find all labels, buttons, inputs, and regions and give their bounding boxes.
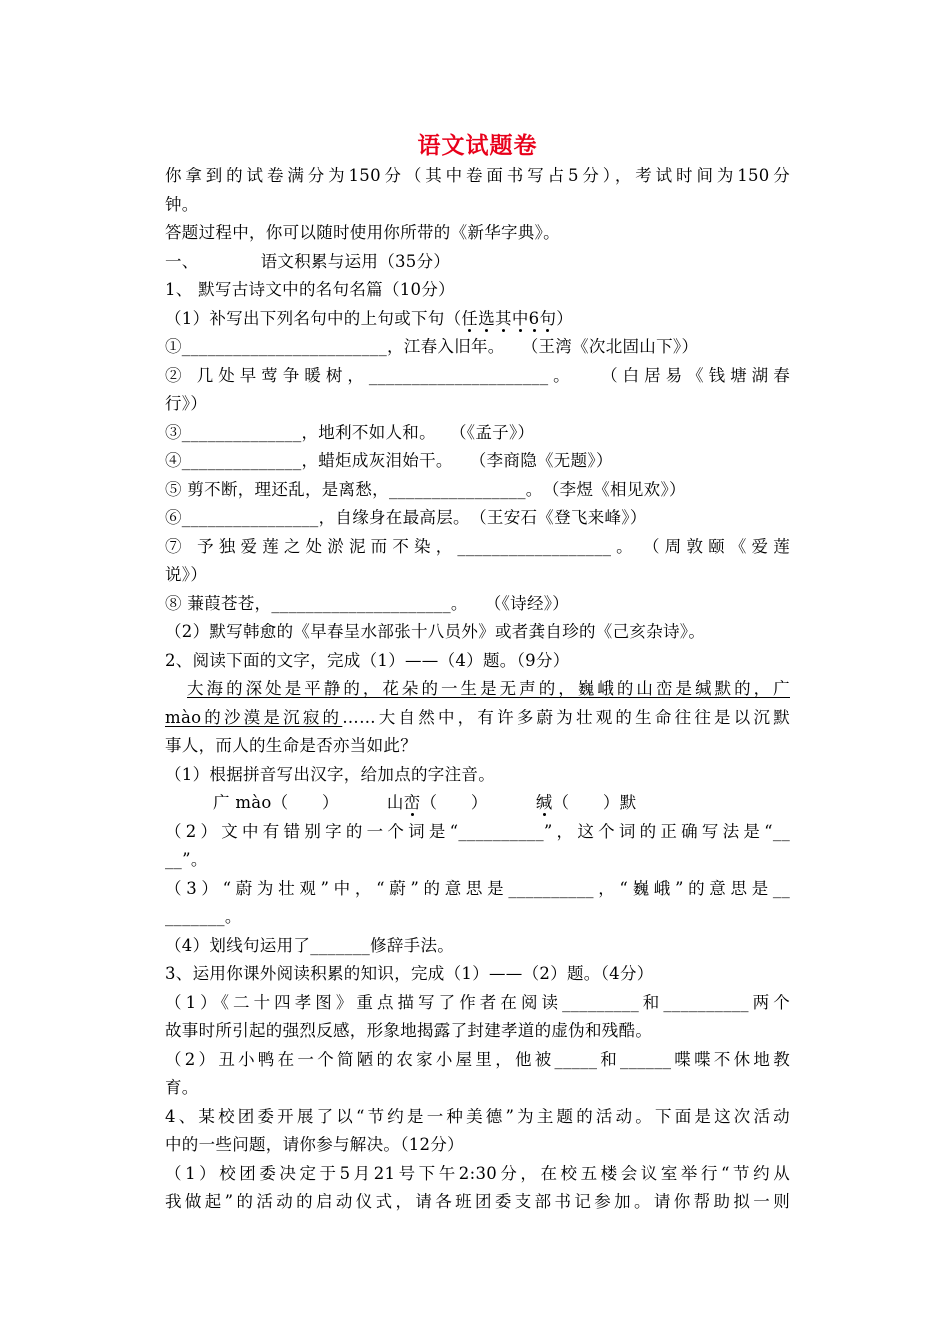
fill-blank-item: ⑤ 剪不断，理还乱，是离愁，________________。 （李煜《相见欢》） bbox=[165, 479, 686, 499]
question-2-sub4: （4）划线句运用了_______修辞手法。 bbox=[165, 935, 455, 955]
fill-blank-item: ⑦ 予独爱莲之处淤泥而不染，__________________。 （周敦颐《爱莲 bbox=[165, 536, 790, 556]
emphasis-dot-char: 句 bbox=[539, 308, 557, 328]
question-1-sub1: （1）补写出下列名句中的上句或下句（任选其中6句） bbox=[165, 308, 574, 328]
passage-line: mào的沙漠是沉寂的……大自然中，有许多蔚为壮观的生命往往是以沉默 bbox=[165, 707, 790, 727]
fill-blank-item: ② 几处早莺争暖树，_____________________。 （白居易《钱塘湖春 bbox=[165, 365, 790, 385]
pinyin-answers: 广 mào（ ） 山峦（ ） 缄（ ）默 bbox=[213, 793, 637, 812]
emphasis-dot-char: 6 bbox=[528, 308, 540, 328]
question-1-sub2: （2）默写韩愈的《早春呈水部张十八员外》或者龚自珍的《己亥杂诗》。 bbox=[165, 622, 706, 641]
question-4-heading: 中的一些问题，请你参与解决。（12分） bbox=[165, 1135, 464, 1154]
section-number: 一、 bbox=[165, 251, 199, 271]
section-heading bbox=[165, 248, 790, 277]
question-2-sub2: （2）文中有错别字的一个词是“__________”，这个词的正确写法是“__ bbox=[165, 821, 790, 841]
question-4-sub1: 我做起”的活动的启动仪式，请各班团委支部书记参加。请你帮助拟一则 bbox=[165, 1192, 790, 1211]
intro-line: 你拿到的试卷满分为150分（其中卷面书写占5分），考试时间为150分 bbox=[165, 166, 790, 185]
page-title: 语文试题卷 bbox=[417, 132, 538, 159]
question-3-sub2: 育。 bbox=[165, 1078, 199, 1097]
question-2-heading: 2、阅读下面的文字，完成（1）——（4）题。（9分） bbox=[165, 650, 570, 670]
question-1-heading: 1、 默写古诗文中的名句名篇（10分） bbox=[165, 280, 455, 299]
fill-blank-item: ⑥________________，自缘身在最高层。 （王安石《登飞来峰》） bbox=[165, 508, 647, 527]
question-2-sub3: _______。 bbox=[165, 907, 242, 926]
question-4-heading: 4、某校团委开展了以“节约是一种美德”为主题的活动。下面是这次活动 bbox=[165, 1106, 790, 1126]
passage-line bbox=[165, 675, 790, 704]
question-3-sub2: （2）丑小鸭在一个简陋的农家小屋里，他被_____和______喋喋不休地教 bbox=[165, 1049, 790, 1069]
question-3-sub1: （1）《二十四孝图》重点描写了作者在阅读_________和__________两个 bbox=[165, 992, 790, 1012]
fill-blank-item: ⑧ 蒹葭苍苍，_____________________。 （《诗经》） bbox=[165, 593, 570, 613]
question-3-sub1: 故事时所引起的强烈反感，形象地揭露了封建孝道的虚伪和残酷。 bbox=[165, 1021, 653, 1040]
emphasis-dot-char: 中 bbox=[511, 308, 529, 328]
question-2-sub2: __”。 bbox=[165, 850, 208, 869]
question-2-sub1: （1）根据拼音写出汉字，给加点的字注音。 bbox=[165, 764, 495, 784]
emphasis-dot-char: 缄 bbox=[535, 793, 553, 812]
underlined-sentence: mào的沙漠是沉寂的 bbox=[165, 707, 343, 727]
intro-line: 钟。 bbox=[165, 194, 199, 214]
pinyin-answer-1: 广 mào（ ） bbox=[213, 793, 339, 812]
emphasis-dot-char: 其 bbox=[495, 308, 512, 328]
passage-line: 事人，而人的生命是否亦当如此？ bbox=[165, 736, 417, 755]
fill-blank-item: 行》） bbox=[165, 394, 208, 413]
emphasis-dot-char: 选 bbox=[478, 308, 496, 328]
section-title: 语文积累与运用（35分） bbox=[260, 251, 451, 271]
question-4-sub1: （1）校团委决定于5月21号下午2:30分，在校五楼会议室举行“节约从 bbox=[165, 1163, 790, 1183]
fill-blank-item: 说》） bbox=[165, 565, 208, 584]
emphasis-dot-char: 峦 bbox=[403, 793, 421, 812]
exam-page bbox=[165, 130, 790, 1217]
question-2-sub3: （3）“蔚为壮观”中，“蔚”的意思是__________，“巍峨”的意思是__ bbox=[165, 878, 790, 898]
fill-blank-item: ①________________________，江春入旧年。 （王湾《次北固山下》） bbox=[165, 337, 699, 356]
emphasis-dot-char: 任 bbox=[461, 308, 479, 328]
question-3-heading: 3、运用你课外阅读积累的知识，完成（1）——（2）题。（4分） bbox=[165, 964, 654, 983]
underlined-sentence: 大海的深处是平静的，花朵的一生是无声的，巍峨的山峦是缄默的，广 bbox=[187, 679, 790, 698]
fill-blank-item: ③______________，地利不如人和。 （《孟子》） bbox=[165, 422, 535, 442]
fill-blank-item: ④______________，蜡炬成灰泪始干。 （李商隐《无题》） bbox=[165, 451, 613, 470]
intro-line: 答题过程中，你可以随时使用你所带的《新华字典》。 bbox=[165, 223, 560, 242]
